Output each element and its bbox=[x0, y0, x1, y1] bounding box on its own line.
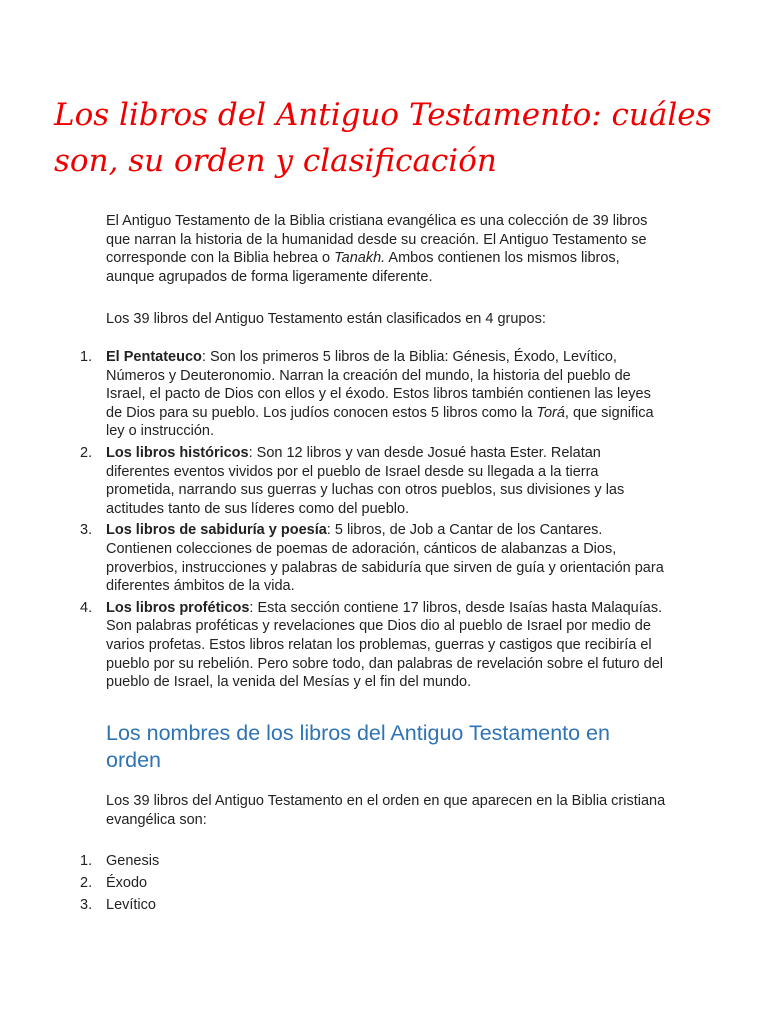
book-name: Levítico bbox=[106, 897, 156, 913]
list-item bbox=[80, 599, 666, 692]
list-number: 3. bbox=[80, 522, 93, 539]
book-name: Genesis bbox=[106, 853, 160, 869]
page-title: Los libros del Antiguo Testamento: cuáles son, su orden y clasificación bbox=[54, 97, 712, 179]
group-text: : Son los primeros 5 libros de la Biblia: Génesis, Éxodo, Levítico, Números y Deuteronomio. Narran la creación del mundo, la historia del pueblo de Israel, el pacto de Dios con ellos y el éxodo. Estos libros también contienen las leyes de Dios para su pueblo. Los judíos conocen estos 5 libros como la bbox=[106, 349, 651, 421]
group-name: Los libros proféticos bbox=[106, 599, 250, 616]
list-item bbox=[80, 348, 666, 441]
order-intro-paragraph: Los 39 libros del Antiguo Testamento en el orden en que aparecen en la Biblia cristiana evangélica son: bbox=[106, 793, 666, 828]
list-number: 1. bbox=[80, 349, 93, 365]
group-italic: Torá bbox=[536, 404, 565, 421]
list-item bbox=[80, 444, 666, 518]
group-name: Los libros de sabiduría y poesía bbox=[106, 522, 327, 539]
list-number: 2. bbox=[80, 875, 93, 891]
list-item bbox=[80, 521, 666, 595]
intro-paragraph bbox=[106, 212, 666, 286]
list-number: 1. bbox=[80, 853, 93, 869]
groups-intro-paragraph: Los 39 libros del Antiguo Testamento están clasificados en 4 grupos: bbox=[106, 311, 546, 327]
intro-text-part2: Ambos contienen los mismos libros, aunque agrupados de forma ligeramente diferente. bbox=[106, 250, 620, 285]
intro-tanakh: Tanakh. bbox=[334, 250, 386, 267]
group-text: : Son 12 libros y van desde Josué hasta Ester. Relatan diferentes eventos vividos por el pueblo de Israel desde su llegada a la tierra prometida, narrando sus guerras y luchas con otros pueblos, sus divisiones y las actitudes tanto de sus líderes como del pueblo. bbox=[106, 444, 625, 517]
group-text: : Esta sección contiene 17 libros, desde Isaías hasta Malaquías. Son palabras proféticas y revelaciones que Dios dio al pueblo de Israel por medio de varios profetas. Estos libros relatan los problemas, guerras y castigos que recibiría el pueblo por su rebelión. Pero sobre todo, dan palabras de revelación sobre el futuro del pueblo de Israel, la venida del Mesías y el fin del mundo. bbox=[106, 599, 664, 691]
list-item bbox=[80, 850, 480, 872]
groups-list bbox=[80, 348, 666, 695]
section-heading: Los nombres de los libros del Antiguo Testamento en orden bbox=[106, 721, 610, 772]
group-name: El Pentateuco bbox=[106, 349, 202, 365]
list-number: 3. bbox=[80, 897, 93, 913]
list-number: 2. bbox=[80, 444, 93, 461]
list-item bbox=[80, 872, 480, 894]
list-item bbox=[80, 894, 480, 916]
intro-text-part1: El Antiguo Testamento de la Biblia cristiana evangélica es una colección de 39 libros que narran la historia de la humanidad desde su creación. El Antiguo Testamento se corresponde con la Biblia hebrea o bbox=[106, 213, 648, 267]
group-name: Los libros históricos bbox=[106, 444, 249, 461]
group-text-end: , que significa ley o instrucción. bbox=[106, 404, 654, 440]
book-name: Éxodo bbox=[106, 875, 148, 891]
group-text: : 5 libros, de Job a Cantar de los Cantares. Contienen colecciones de poemas de adoración, cánticos de alabanzas a Dios, proverbios, instrucciones y palabras de sabiduría que sirven de guía y orientación para diferentes ámbitos de la vida. bbox=[106, 522, 664, 595]
list-number: 4. bbox=[80, 599, 93, 616]
books-list bbox=[80, 850, 480, 916]
